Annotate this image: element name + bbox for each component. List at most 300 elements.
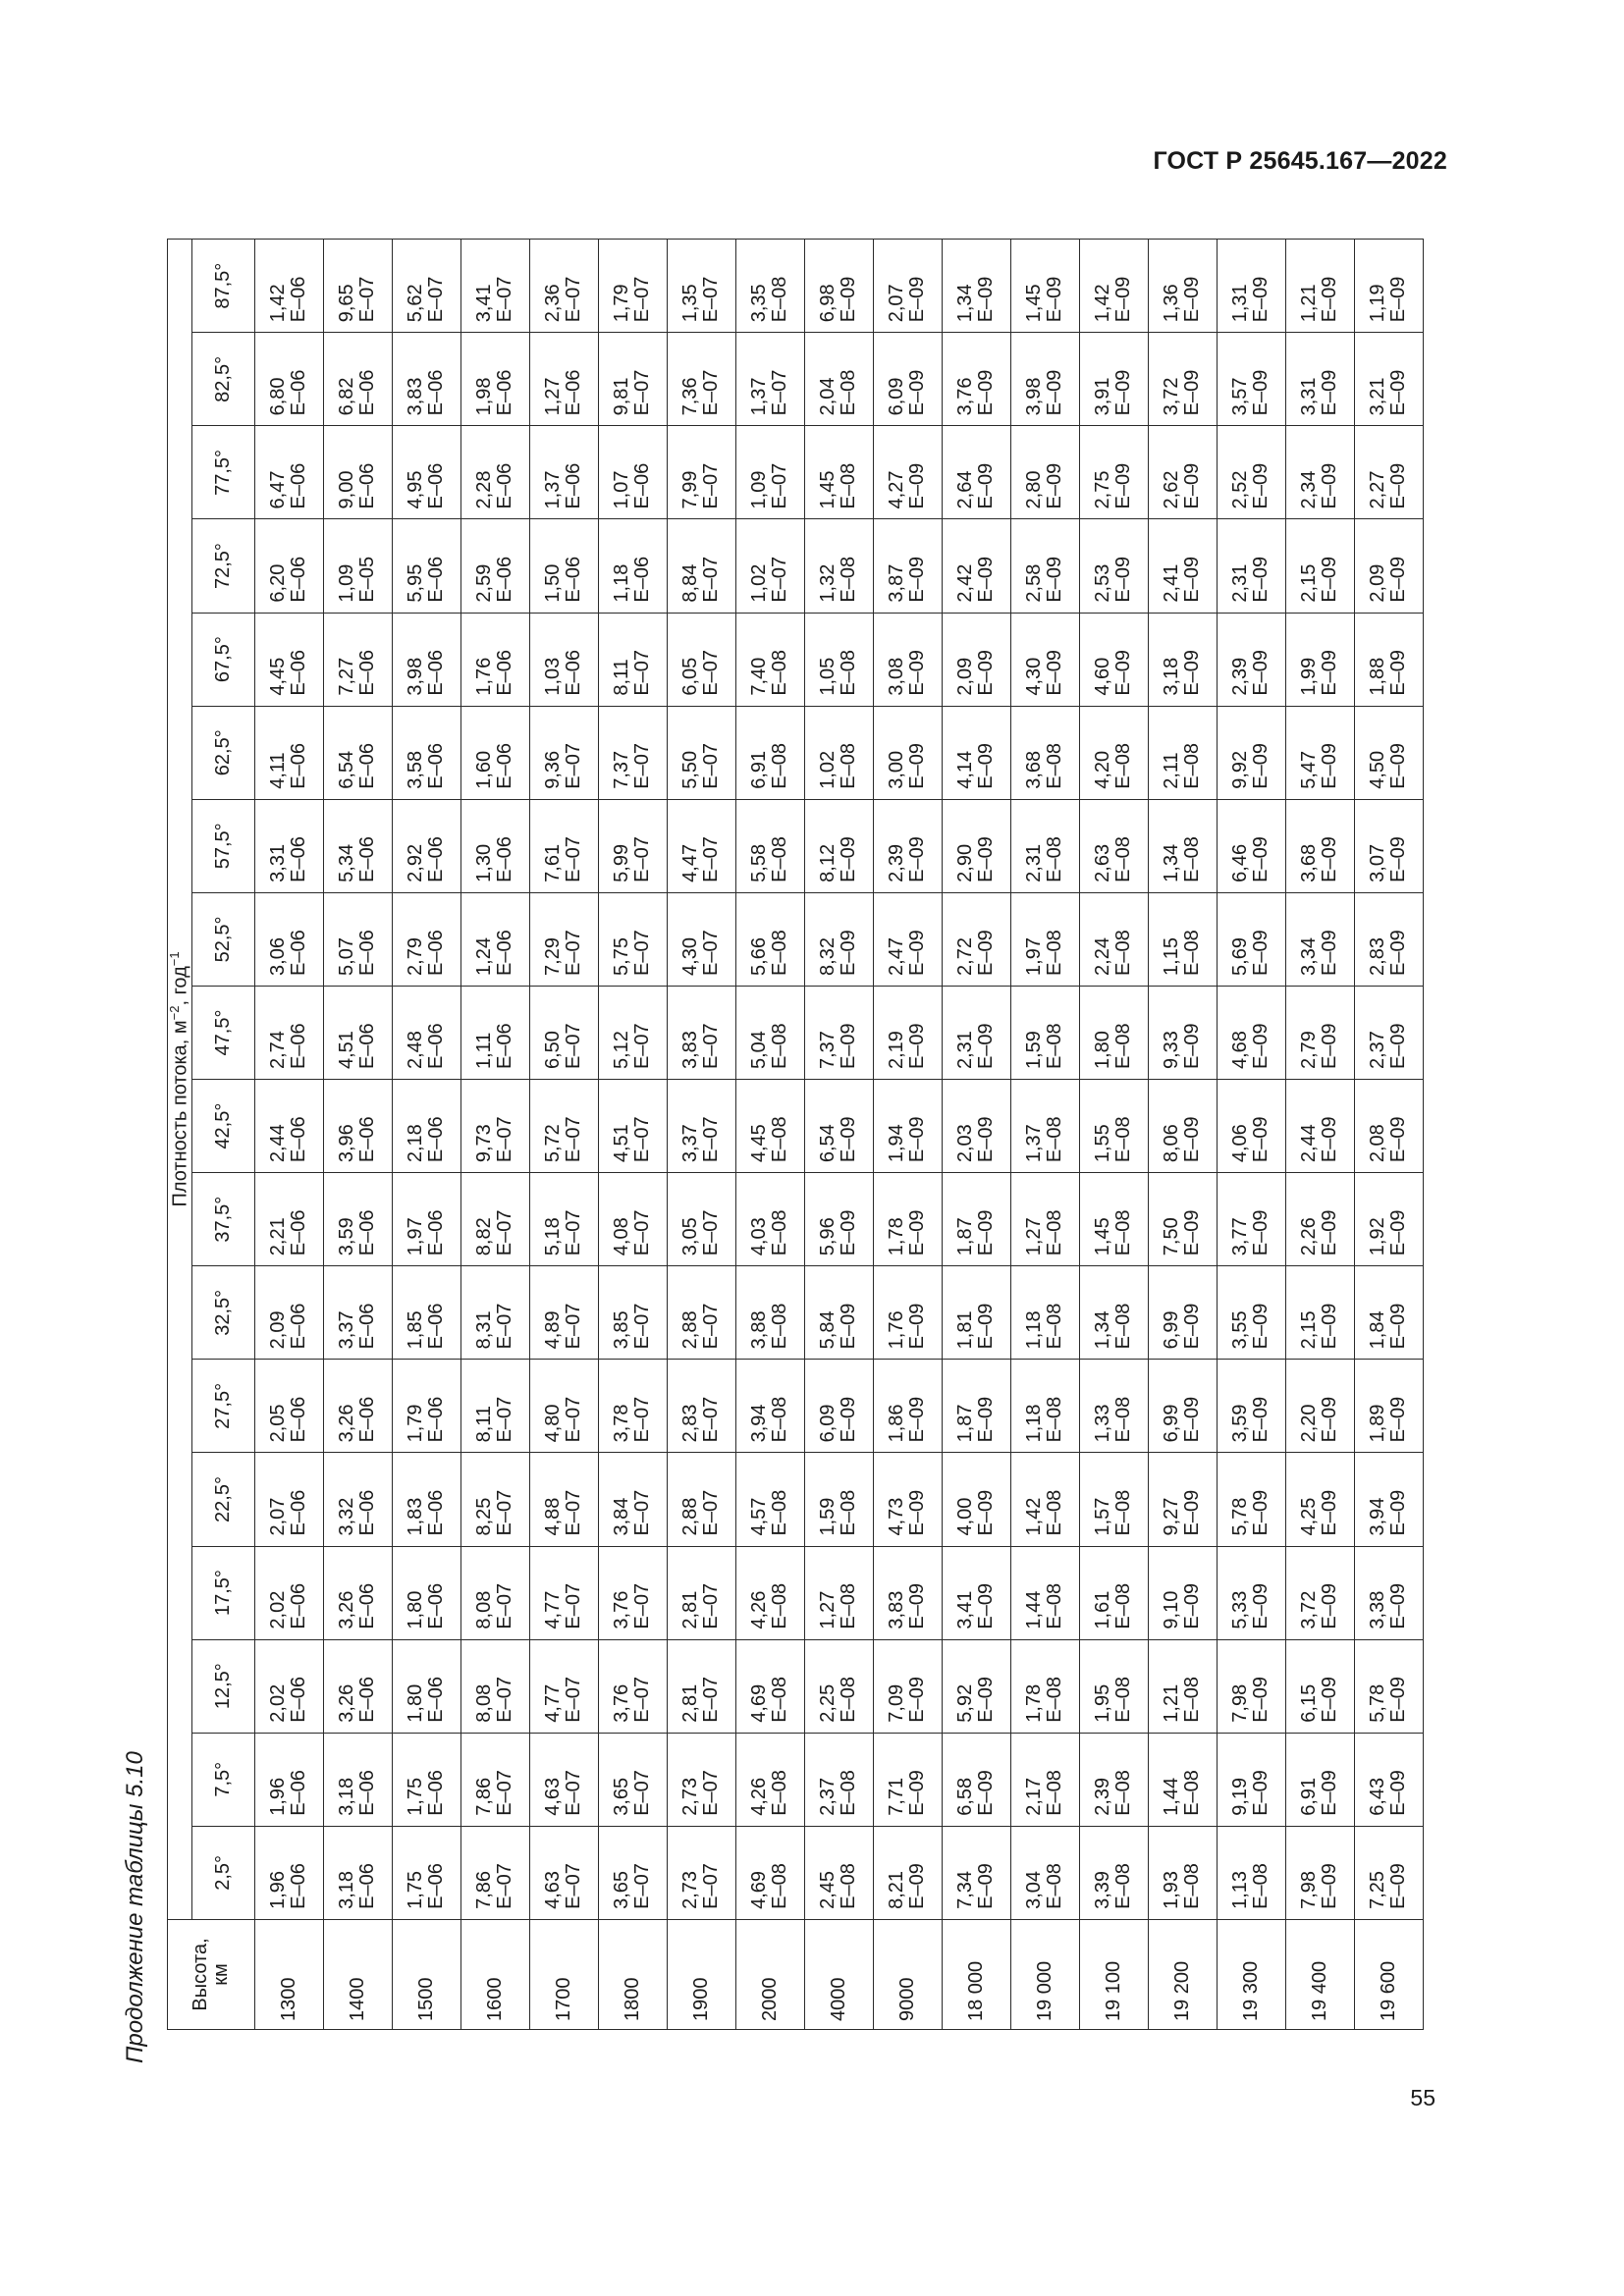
flux-value-cell (804, 1360, 873, 1453)
value-exponent: E–06 (494, 1023, 516, 1070)
flux-value-cell (1217, 799, 1285, 892)
value-exponent: E–09 (1250, 743, 1272, 789)
flux-value-cell (1285, 706, 1354, 799)
value-mantissa: 2,80 (1023, 470, 1046, 509)
flux-value-cell (1217, 1826, 1285, 1919)
flux-value-cell (942, 1453, 1010, 1546)
flux-value-cell (804, 1639, 873, 1733)
value-exponent: E–08 (1112, 1209, 1135, 1256)
flux-value-cell (598, 1639, 667, 1733)
value-exponent: E–06 (356, 930, 379, 976)
flux-value-cell (598, 426, 667, 519)
value-exponent: E–07 (631, 1863, 654, 1909)
value-mantissa: 1,42 (267, 284, 290, 323)
flux-value-cell (1217, 1360, 1285, 1453)
value-exponent: E–08 (769, 836, 791, 882)
flux-value-cell (392, 892, 460, 986)
value-mantissa: 3,59 (336, 1217, 358, 1256)
flux-value-cell (942, 240, 1010, 333)
flux-value-cell (460, 706, 529, 799)
value-exponent: E–09 (1250, 1396, 1272, 1443)
flux-value-cell (942, 1546, 1010, 1639)
flux-value-cell (598, 1826, 667, 1919)
value-exponent: E–08 (1181, 1676, 1204, 1723)
value-exponent: E–06 (356, 1209, 379, 1256)
value-mantissa: 7,36 (679, 377, 702, 416)
value-exponent: E–07 (700, 1303, 723, 1350)
value-mantissa: 8,06 (1161, 1124, 1183, 1163)
flux-value-cell (1354, 240, 1423, 333)
value-exponent: E–09 (1181, 1582, 1204, 1629)
value-mantissa: 4,51 (611, 1124, 633, 1163)
value-exponent: E–06 (494, 462, 516, 509)
value-exponent: E–07 (700, 1770, 723, 1816)
value-mantissa: 5,50 (679, 750, 702, 789)
flux-value-cell (1217, 1080, 1285, 1173)
value-exponent: E–06 (288, 743, 310, 789)
value-exponent: E–07 (425, 276, 448, 323)
value-exponent: E–07 (494, 1770, 516, 1816)
value-exponent: E–06 (288, 930, 310, 976)
value-exponent: E–09 (838, 1396, 860, 1443)
flux-value-cell (1217, 1266, 1285, 1360)
value-exponent: E–09 (1387, 1582, 1410, 1629)
value-mantissa: 2,92 (405, 843, 427, 882)
flux-value-cell (735, 986, 804, 1079)
value-mantissa: 1,33 (1092, 1404, 1114, 1443)
value-exponent: E–08 (769, 1396, 791, 1443)
value-mantissa: 1,42 (1092, 284, 1114, 323)
value-mantissa: 1,03 (542, 657, 565, 696)
flux-header-exponent-2: −1 (167, 951, 182, 967)
value-exponent: E–08 (1044, 1023, 1066, 1070)
flux-value-cell (460, 1733, 529, 1826)
angle-header: 37,5° (191, 1173, 254, 1266)
value-mantissa: 3,08 (886, 657, 908, 696)
value-mantissa: 1,89 (1367, 1404, 1389, 1443)
value-mantissa: 4,80 (542, 1404, 565, 1443)
flux-value-cell (1354, 1733, 1423, 1826)
value-mantissa: 1,84 (1367, 1310, 1389, 1350)
value-mantissa: 1,27 (1023, 1217, 1046, 1256)
value-mantissa: 4,26 (748, 1777, 771, 1816)
value-mantissa: 1,18 (1023, 1310, 1046, 1350)
value-mantissa: 1,97 (1023, 937, 1046, 976)
value-mantissa: 4,47 (679, 843, 702, 882)
value-exponent: E–09 (1181, 1396, 1204, 1443)
value-mantissa: 4,30 (1023, 657, 1046, 696)
flux-value-cell (598, 799, 667, 892)
value-exponent: E–06 (356, 1676, 379, 1723)
height-cell: 1500 (392, 1919, 460, 2029)
value-mantissa: 1,99 (1298, 657, 1321, 696)
flux-value-cell (1217, 519, 1285, 613)
flux-value-cell (460, 519, 529, 613)
value-mantissa: 5,95 (405, 563, 427, 603)
value-exponent: E–08 (1181, 743, 1204, 789)
flux-value-cell (323, 1266, 392, 1360)
flux-value-cell (1285, 1266, 1354, 1360)
value-exponent: E–08 (1112, 1396, 1135, 1443)
value-mantissa: 2,05 (267, 1404, 290, 1443)
value-mantissa: 1,76 (886, 1310, 908, 1350)
table-row (667, 240, 735, 2030)
angle-header: 77,5° (191, 426, 254, 519)
value-mantissa: 2,83 (1367, 937, 1389, 976)
value-exponent: E–07 (563, 1023, 585, 1070)
flux-value-cell (1079, 240, 1148, 333)
flux-value-cell (392, 1639, 460, 1733)
value-exponent: E–07 (631, 1489, 654, 1536)
height-cell: 1700 (529, 1919, 598, 2029)
value-mantissa: 2,81 (679, 1683, 702, 1723)
flux-value-cell (529, 1173, 598, 1266)
value-exponent: E–07 (494, 1863, 516, 1909)
value-mantissa: 6,15 (1298, 1683, 1321, 1723)
value-mantissa: 3,65 (611, 1777, 633, 1816)
value-mantissa: 8,32 (817, 937, 839, 976)
value-exponent: E–07 (494, 1489, 516, 1536)
value-exponent: E–09 (906, 462, 929, 509)
value-exponent: E–09 (906, 743, 929, 789)
value-exponent: E–09 (1181, 556, 1204, 603)
value-mantissa: 9,73 (473, 1124, 496, 1163)
value-mantissa: 1,87 (954, 1404, 977, 1443)
flux-value-cell (1148, 1173, 1217, 1266)
value-mantissa: 1,35 (679, 284, 702, 323)
value-exponent: E–09 (906, 1023, 929, 1070)
height-cell: 19 200 (1148, 1919, 1217, 2029)
flux-value-cell (735, 1639, 804, 1733)
value-exponent: E–09 (1112, 649, 1135, 696)
flux-value-cell (667, 892, 735, 986)
value-exponent: E–09 (975, 556, 998, 603)
value-exponent: E–06 (425, 1023, 448, 1070)
value-mantissa: 3,76 (611, 1683, 633, 1723)
value-mantissa: 1,50 (542, 563, 565, 603)
flux-value-cell (1285, 333, 1354, 426)
table-row (598, 240, 667, 2030)
flux-value-cell (1285, 1173, 1354, 1266)
value-mantissa: 4,95 (405, 470, 427, 509)
value-mantissa: 3,31 (267, 843, 290, 882)
value-exponent: E–06 (288, 1209, 310, 1256)
flux-value-cell (873, 519, 942, 613)
value-exponent: E–09 (1112, 369, 1135, 416)
value-exponent: E–09 (1319, 1676, 1341, 1723)
table-row (254, 240, 323, 2030)
height-cell: 19 300 (1217, 1919, 1285, 2029)
value-exponent: E–09 (838, 1209, 860, 1256)
height-cell: 1600 (460, 1919, 529, 2029)
value-exponent: E–06 (425, 836, 448, 882)
flux-value-cell (460, 240, 529, 333)
value-exponent: E–07 (631, 836, 654, 882)
value-exponent: E–07 (769, 556, 791, 603)
value-mantissa: 1,37 (1023, 1124, 1046, 1163)
value-mantissa: 4,45 (748, 1124, 771, 1163)
value-exponent: E–09 (906, 649, 929, 696)
value-exponent: E–08 (1112, 1582, 1135, 1629)
value-exponent: E–09 (1319, 556, 1341, 603)
flux-value-cell (529, 892, 598, 986)
flux-value-cell (1010, 1266, 1079, 1360)
value-mantissa: 3,37 (679, 1124, 702, 1163)
value-mantissa: 1,80 (405, 1683, 427, 1723)
flux-value-cell (1079, 799, 1148, 892)
value-exponent: E–09 (1387, 1116, 1410, 1163)
flux-value-cell (1354, 426, 1423, 519)
value-mantissa: 2,39 (1229, 657, 1252, 696)
flux-value-cell (942, 519, 1010, 613)
flux-value-cell (735, 1453, 804, 1546)
value-exponent: E–06 (288, 369, 310, 416)
value-mantissa: 4,77 (542, 1590, 565, 1629)
height-cell: 19 400 (1285, 1919, 1354, 2029)
flux-value-cell (1148, 613, 1217, 706)
flux-value-cell (1354, 986, 1423, 1079)
value-exponent: E–09 (1044, 649, 1066, 696)
value-exponent: E–09 (1044, 276, 1066, 323)
value-exponent: E–08 (1181, 930, 1204, 976)
value-mantissa: 3,76 (611, 1590, 633, 1629)
value-mantissa: 2,39 (886, 843, 908, 882)
flux-value-cell (735, 519, 804, 613)
value-exponent: E–07 (700, 1489, 723, 1536)
table-row (323, 240, 392, 2030)
flux-value-cell (1148, 986, 1217, 1079)
value-mantissa: 2,36 (542, 284, 565, 323)
value-mantissa: 3,18 (336, 1777, 358, 1816)
value-exponent: E–09 (1319, 1303, 1341, 1350)
value-exponent: E–08 (838, 1676, 860, 1723)
value-mantissa: 3,06 (267, 937, 290, 976)
value-mantissa: 2,15 (1298, 1310, 1321, 1350)
value-mantissa: 4,11 (267, 752, 290, 789)
value-mantissa: 3,05 (679, 1217, 702, 1256)
value-exponent: E–05 (356, 556, 379, 603)
flux-value-cell (873, 1453, 942, 1546)
value-mantissa: 5,18 (542, 1217, 565, 1256)
value-exponent: E–09 (1319, 1116, 1341, 1163)
value-exponent: E–07 (700, 743, 723, 789)
value-exponent: E–06 (563, 369, 585, 416)
flux-value-cell (942, 706, 1010, 799)
value-exponent: E–06 (356, 836, 379, 882)
flux-value-cell (1148, 1639, 1217, 1733)
value-mantissa: 5,58 (748, 843, 771, 882)
flux-value-cell (392, 240, 460, 333)
value-mantissa: 2,31 (1023, 843, 1046, 882)
flux-value-cell (1010, 1080, 1079, 1173)
flux-value-cell (942, 426, 1010, 519)
value-mantissa: 5,84 (817, 1310, 839, 1350)
flux-value-cell (804, 799, 873, 892)
value-mantissa: 1,18 (611, 563, 633, 603)
flux-value-cell (873, 986, 942, 1079)
flux-value-cell (1010, 1639, 1079, 1733)
value-exponent: E–08 (1112, 1676, 1135, 1723)
value-exponent: E–06 (425, 1116, 448, 1163)
flux-value-cell (392, 1173, 460, 1266)
value-mantissa: 1,24 (473, 937, 496, 976)
value-exponent: E–09 (1387, 649, 1410, 696)
value-exponent: E–07 (563, 1582, 585, 1629)
flux-value-cell (1217, 613, 1285, 706)
flux-value-cell (254, 986, 323, 1079)
value-exponent: E–09 (838, 836, 860, 882)
value-mantissa: 2,20 (1298, 1404, 1321, 1443)
value-exponent: E–07 (700, 1582, 723, 1629)
flux-value-cell (460, 613, 529, 706)
value-mantissa: 3,94 (1367, 1497, 1389, 1536)
value-mantissa: 5,78 (1229, 1497, 1252, 1536)
value-exponent: E–09 (975, 1489, 998, 1536)
value-exponent: E–08 (769, 1582, 791, 1629)
flux-value-cell (1217, 1453, 1285, 1546)
value-mantissa: 7,29 (542, 937, 565, 976)
flux-value-cell (1010, 1733, 1079, 1826)
value-mantissa: 9,19 (1229, 1777, 1252, 1816)
flux-value-cell (1010, 1360, 1079, 1453)
value-exponent: E–09 (975, 276, 998, 323)
value-mantissa: 4,30 (679, 937, 702, 976)
value-exponent: E–07 (631, 276, 654, 323)
value-exponent: E–09 (906, 1116, 929, 1163)
value-exponent: E–07 (494, 1116, 516, 1163)
flux-value-cell (323, 706, 392, 799)
flux-value-cell (1354, 613, 1423, 706)
height-column-header (168, 1919, 255, 2029)
value-mantissa: 2,83 (679, 1404, 702, 1443)
table-row (1285, 240, 1354, 2030)
value-mantissa: 3,34 (1298, 937, 1321, 976)
value-exponent: E–06 (288, 1770, 310, 1816)
flux-value-cell (1079, 1080, 1148, 1173)
flux-value-cell (667, 1453, 735, 1546)
value-exponent: E–07 (563, 276, 585, 323)
value-exponent: E–08 (1112, 1863, 1135, 1909)
value-mantissa: 3,18 (336, 1870, 358, 1909)
value-exponent: E–07 (700, 1023, 723, 1070)
flux-value-cell (873, 1639, 942, 1733)
flux-value-cell (323, 986, 392, 1079)
flux-value-cell (529, 613, 598, 706)
value-mantissa: 1,34 (1161, 843, 1183, 882)
flux-value-cell (804, 333, 873, 426)
value-mantissa: 6,50 (542, 1031, 565, 1070)
flux-value-cell (254, 519, 323, 613)
flux-value-cell (873, 613, 942, 706)
value-mantissa: 2,73 (679, 1777, 702, 1816)
flux-value-cell (1010, 426, 1079, 519)
table-row (1354, 240, 1423, 2030)
value-exponent: E–08 (1250, 1863, 1272, 1909)
table-row (1010, 240, 1079, 2030)
flux-value-cell (529, 1639, 598, 1733)
angle-header: 87,5° (191, 240, 254, 333)
value-exponent: E–09 (1250, 1582, 1272, 1629)
value-mantissa: 1,88 (1367, 657, 1389, 696)
value-mantissa: 2,11 (1161, 752, 1183, 789)
value-mantissa: 1,59 (817, 1497, 839, 1536)
flux-value-cell (1354, 892, 1423, 986)
flux-density-table (167, 239, 1424, 2030)
value-mantissa: 8,08 (473, 1683, 496, 1723)
value-exponent: E–09 (1250, 1770, 1272, 1816)
height-cell: 1300 (254, 1919, 323, 2029)
value-mantissa: 1,34 (954, 284, 977, 323)
value-mantissa: 3,00 (886, 750, 908, 789)
table-header-row-1 (168, 240, 192, 2030)
flux-value-cell (942, 1173, 1010, 1266)
flux-value-cell (804, 1546, 873, 1639)
value-mantissa: 4,60 (1092, 657, 1114, 696)
value-exponent: E–08 (1044, 1396, 1066, 1443)
value-exponent: E–09 (906, 1489, 929, 1536)
flux-value-cell (598, 986, 667, 1079)
flux-value-cell (942, 1360, 1010, 1453)
value-exponent: E–09 (1319, 1770, 1341, 1816)
value-exponent: E–07 (356, 276, 379, 323)
value-mantissa: 8,82 (473, 1217, 496, 1256)
value-mantissa: 2,37 (817, 1777, 839, 1816)
value-exponent: E–08 (838, 1770, 860, 1816)
value-exponent: E–09 (1250, 556, 1272, 603)
value-mantissa: 1,80 (405, 1590, 427, 1629)
value-exponent: E–09 (1181, 462, 1204, 509)
value-exponent: E–06 (425, 649, 448, 696)
value-mantissa: 3,57 (1229, 377, 1252, 416)
value-exponent: E–09 (975, 1116, 998, 1163)
value-exponent: E–06 (288, 1676, 310, 1723)
value-exponent: E–07 (631, 930, 654, 976)
value-mantissa: 1,80 (1092, 1031, 1114, 1070)
value-mantissa: 5,78 (1367, 1683, 1389, 1723)
value-exponent: E–09 (1181, 1489, 1204, 1536)
flux-value-cell (323, 1639, 392, 1733)
flux-value-cell (1354, 706, 1423, 799)
value-exponent: E–07 (700, 462, 723, 509)
value-mantissa: 1,31 (1229, 284, 1252, 323)
flux-value-cell (873, 240, 942, 333)
value-mantissa: 8,11 (611, 659, 633, 696)
flux-value-cell (392, 1360, 460, 1453)
flux-value-cell (667, 1266, 735, 1360)
value-mantissa: 7,61 (542, 843, 565, 882)
value-mantissa: 1,27 (817, 1590, 839, 1629)
value-mantissa: 1,34 (1092, 1310, 1114, 1350)
flux-value-cell (1148, 426, 1217, 519)
value-mantissa: 8,12 (817, 843, 839, 882)
value-mantissa: 1,61 (1092, 1590, 1114, 1629)
value-exponent: E–08 (769, 1676, 791, 1723)
angle-header: 7,5° (191, 1733, 254, 1826)
flux-value-cell (529, 1733, 598, 1826)
value-exponent: E–06 (563, 649, 585, 696)
value-exponent: E–06 (356, 1489, 379, 1536)
value-mantissa: 3,41 (954, 1590, 977, 1629)
angle-header: 32,5° (191, 1266, 254, 1360)
value-exponent: E–07 (631, 1116, 654, 1163)
angle-header: 67,5° (191, 613, 254, 706)
value-exponent: E–07 (494, 1303, 516, 1350)
flux-value-cell (1217, 333, 1285, 426)
value-exponent: E–08 (1181, 836, 1204, 882)
value-exponent: E–07 (563, 1396, 585, 1443)
value-exponent: E–08 (1044, 743, 1066, 789)
value-mantissa: 2,09 (954, 657, 977, 696)
